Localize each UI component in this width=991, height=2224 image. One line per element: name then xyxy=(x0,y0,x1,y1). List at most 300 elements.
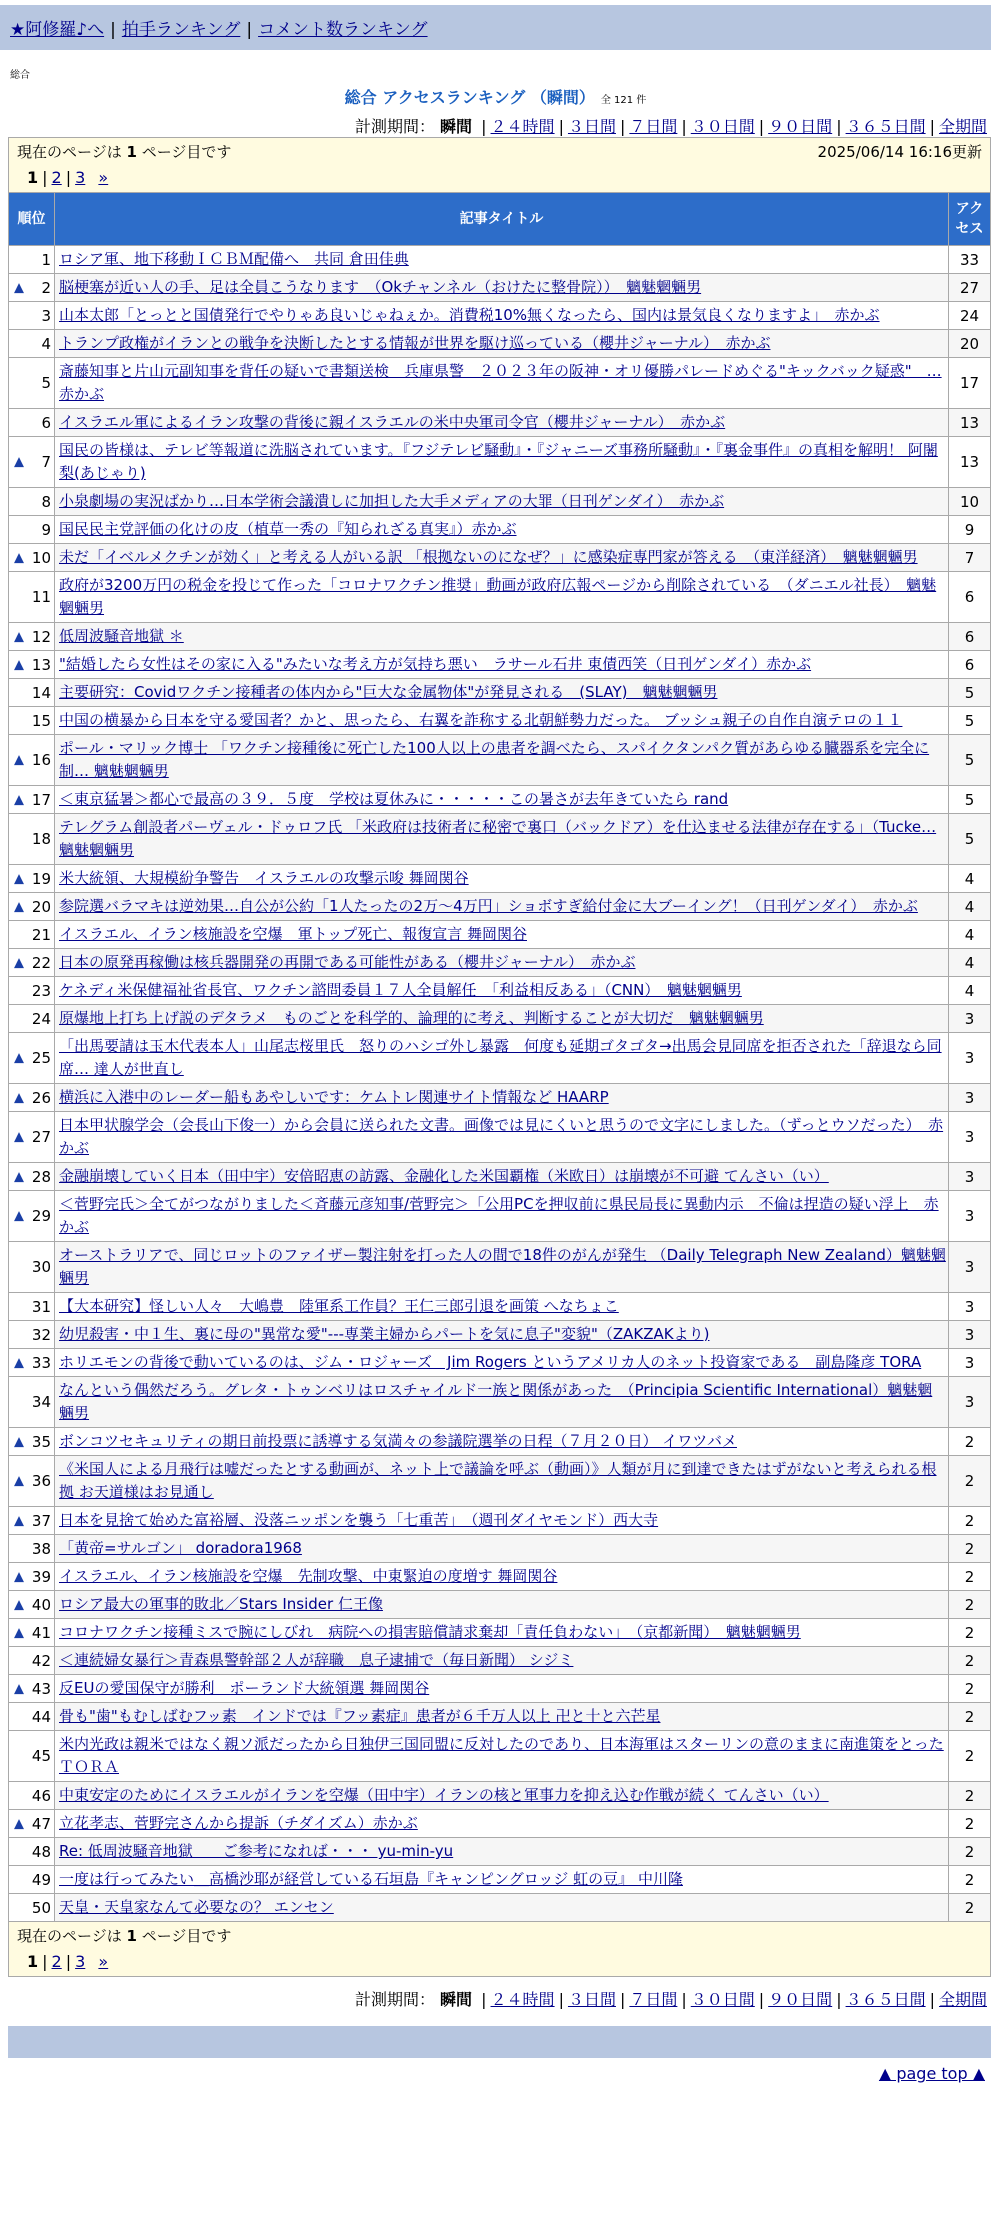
table-row xyxy=(9,1675,991,1703)
table-row xyxy=(9,1191,991,1242)
rank-number: 48 xyxy=(31,1842,51,1861)
period-current: 瞬間 xyxy=(440,1990,473,2009)
rank-cell xyxy=(9,1112,55,1163)
title-cell xyxy=(55,572,949,623)
rank-cell xyxy=(9,302,55,330)
rank-cell xyxy=(9,1191,55,1242)
period-separator: | xyxy=(619,1990,626,2009)
article-title-link[interactable]: ロシア最大の軍事的敗北／Stars Insider 仁王像 xyxy=(59,1595,383,1613)
period-separator: | xyxy=(681,1990,687,2009)
clap-ranking-link[interactable]: 拍手ランキング xyxy=(121,20,241,40)
title-cell xyxy=(55,488,949,516)
period-link[interactable]: ９０日間 xyxy=(768,117,833,136)
page-status-post: ページ目です xyxy=(136,1927,232,1945)
article-title-link[interactable]: 天皇・天皇家なんて必要なの？ エンセン xyxy=(59,1898,334,1916)
title-cell xyxy=(55,1619,949,1647)
rank-cell xyxy=(9,1894,55,1922)
rank-cell xyxy=(9,1084,55,1112)
period-link[interactable]: ７日間 xyxy=(629,117,678,136)
table-row xyxy=(9,1112,991,1163)
rank-number: 44 xyxy=(31,1707,51,1726)
table-row xyxy=(9,409,991,437)
title-cell xyxy=(55,1005,949,1033)
rank-up-arrow-icon: ▲ xyxy=(14,1355,24,1370)
period-label: 計測期間： xyxy=(354,1990,435,2009)
rank-cell xyxy=(9,1782,55,1810)
access-count: 2 xyxy=(948,1731,990,1782)
pager-separator: | xyxy=(65,1952,72,1971)
table-row xyxy=(9,437,991,488)
access-count: 3 xyxy=(948,1321,990,1349)
article-title-link[interactable]: ＜東京猛暑＞都心で最高の３９．５度 学校は夏休みに・・・・・この暑さが去年きていたら rand xyxy=(59,790,729,808)
rank-cell xyxy=(9,679,55,707)
table-row xyxy=(9,302,991,330)
rank-cell xyxy=(9,516,55,544)
rank-up-arrow-icon: ▲ xyxy=(14,657,24,672)
access-count: 2 xyxy=(948,1591,990,1619)
access-count: 9 xyxy=(948,516,990,544)
access-count: 3 xyxy=(948,1349,990,1377)
table-row xyxy=(9,1591,991,1619)
access-count: 4 xyxy=(948,977,990,1005)
rank-up-arrow-icon: ▲ xyxy=(14,1434,24,1449)
table-row xyxy=(9,1321,991,1349)
article-title-link[interactable]: ポール・マリック博士 「ワクチン接種後に死亡した100人以上の患者を調べたら、スパイクタンパク質があらゆる臓器系を完全に制… 魑魅魍魎男 xyxy=(59,739,930,780)
period-link[interactable]: ３０日間 xyxy=(690,117,755,136)
rank-number: 21 xyxy=(31,925,51,944)
rank-number: 37 xyxy=(31,1511,51,1530)
article-title-link[interactable]: 中国の横暴から日本を守る愛国者？かと、思ったら、右翼を詐称する北朝鮮勢力だった。 ブッシュ親子の自作自演テロの１１ xyxy=(59,711,903,729)
access-count: 6 xyxy=(948,623,990,651)
access-count: 13 xyxy=(948,437,990,488)
title-cell xyxy=(55,437,949,488)
period-selector-top xyxy=(0,114,991,137)
rank-cell xyxy=(9,949,55,977)
article-title-link[interactable]: 脳梗塞が近い人の手、足は全員こうなります （Okチャンネル（おけたに整骨院）） 魑魅魍魎男 xyxy=(59,278,702,296)
rank-cell xyxy=(9,330,55,358)
rank-number: 39 xyxy=(31,1567,51,1586)
article-title-link[interactable]: 小泉劇場の実況ばかり…日本学術会議潰しに加担した大手メディアの大罪（日刊ゲンダイ） 赤かぶ xyxy=(59,492,725,510)
article-title-link[interactable]: イスラエル、イラン核施設を空爆 軍トップ死亡、報復宣言 舞岡関谷 xyxy=(59,925,527,943)
rank-number: 18 xyxy=(31,830,51,848)
table-row xyxy=(9,707,991,735)
rank-number: 29 xyxy=(31,1207,51,1225)
table-row xyxy=(9,1033,991,1084)
pager-bottom xyxy=(9,1922,991,1977)
rank-number: 1 xyxy=(41,250,51,269)
access-count: 17 xyxy=(948,358,990,409)
access-count: 2 xyxy=(948,1507,990,1535)
table-row xyxy=(9,1242,991,1293)
rank-number: 40 xyxy=(31,1595,51,1614)
table-header xyxy=(9,193,991,246)
access-count: 2 xyxy=(948,1535,990,1563)
article-title-link[interactable]: 原爆地上打ち上げ説のデタラメ ものごとを科学的、論理的に考え、判断することが大切だ 魑魅魍魎男 xyxy=(59,1009,764,1027)
table-row xyxy=(9,544,991,572)
table-row xyxy=(9,274,991,302)
table-row xyxy=(9,1619,991,1647)
title-cell xyxy=(55,409,949,437)
access-count: 3 xyxy=(948,1242,990,1293)
rank-up-arrow-icon: ▲ xyxy=(14,1050,24,1066)
period-separator: | xyxy=(929,117,935,136)
article-title-link[interactable]: 立花孝志、菅野完さんから提訴（チダイズム）赤かぶ xyxy=(59,1814,418,1832)
rank-up-arrow-icon: ▲ xyxy=(14,899,24,914)
access-count: 3 xyxy=(948,1163,990,1191)
table-row xyxy=(9,1810,991,1838)
article-title-link[interactable]: イスラエル、イラン核施設を空爆 先制攻撃、中東緊迫の度増す 舞岡関谷 xyxy=(59,1567,558,1585)
page-3-link[interactable]: 3 xyxy=(75,168,86,187)
rank-cell xyxy=(9,572,55,623)
access-count: 3 xyxy=(948,1293,990,1321)
rank-cell xyxy=(9,1535,55,1563)
period-link[interactable]: ３６５日間 xyxy=(845,1990,926,2009)
table-row xyxy=(9,893,991,921)
title-cell xyxy=(55,358,949,409)
article-title-link[interactable]: トランプ政権がイランとの戦争を決断したとする情報が世界を駆け巡っている（櫻井ジャーナル） 赤かぶ xyxy=(59,334,771,352)
page-status-pre: 現在のページは xyxy=(17,143,127,161)
access-count: 5 xyxy=(948,735,990,786)
access-count: 3 xyxy=(948,1005,990,1033)
article-title-link[interactable]: 参院選バラマキは逆効果…自公が公約「1人たったの2万〜4万円」ショボすぎ給付金に大ブーイング！（日刊ゲンダイ） 赤かぶ xyxy=(59,897,918,915)
period-separator: | xyxy=(681,117,687,136)
access-count: 2 xyxy=(948,1647,990,1675)
rank-number: 10 xyxy=(31,548,51,567)
access-count: 6 xyxy=(948,651,990,679)
rank-number: 5 xyxy=(41,374,51,392)
title-cell xyxy=(55,1535,949,1563)
table-row xyxy=(9,1647,991,1675)
rank-number: 25 xyxy=(31,1049,51,1067)
table-row xyxy=(9,488,991,516)
article-title-link[interactable]: ボンコツセキュリティの期日前投票に誘導する気満々の参議院選挙の日程（７月２０日） イワツバメ xyxy=(59,1432,737,1450)
page-top-area xyxy=(0,2058,991,2093)
article-title-link[interactable]: イスラエル軍によるイラン攻撃の背後に親イスラエルの米中央軍司令官（櫻井ジャーナル） 赤かぶ xyxy=(59,413,726,431)
table-row xyxy=(9,1349,991,1377)
article-title-link[interactable]: 主要研究：Covidワクチン接種者の体内から"巨大な金属物体"が発見される (SLAY) 魑魅魍魎男 xyxy=(59,683,718,701)
nav-separator: | xyxy=(246,20,253,40)
rank-up-arrow-icon: ▲ xyxy=(14,792,24,807)
period-current: 瞬間 xyxy=(440,117,473,136)
comment-ranking-link[interactable]: コメント数ランキング xyxy=(258,20,428,40)
access-count: 2 xyxy=(948,1866,990,1894)
title-cell xyxy=(55,516,949,544)
article-title-link[interactable]: 日本甲状腺学会（会長山下俊一）から会員に送られた文書。画像では見にくいと思うので文字にしました。（ずっとウソだった） 赤かぶ xyxy=(59,1116,944,1157)
title-cell xyxy=(55,735,949,786)
title-cell xyxy=(55,1428,949,1456)
article-title-link[interactable]: 反EUの愛国保守が勝利 ポーランド大統領選 舞岡関谷 xyxy=(59,1679,430,1697)
article-title-link[interactable]: ＜菅野完氏＞全てがつながりました＜斉藤元彦知事/菅野完＞「公用PCを押収前に県民局長に異動内示 不倫は捏造の疑い浮上 赤かぶ xyxy=(59,1195,939,1236)
period-link[interactable]: ３６５日間 xyxy=(845,117,926,136)
title-cell xyxy=(55,1866,949,1894)
article-title-link[interactable]: 「出馬要請は玉木代表本人」山尾志桜里氏 怒りのハシゴ外し暴露 何度も延期ゴタゴタ→出馬会見同席を拒否された「辞退なら同席… 達人が世直し xyxy=(59,1037,942,1078)
article-title-link[interactable]: 日本の原発再稼働は核兵器開発の再開である可能性がある（櫻井ジャーナル） 赤かぶ xyxy=(59,953,636,971)
table-row xyxy=(9,1838,991,1866)
table-row xyxy=(9,865,991,893)
rank-cell xyxy=(9,358,55,409)
rank-cell xyxy=(9,488,55,516)
title-cell xyxy=(55,865,949,893)
rank-cell xyxy=(9,246,55,274)
title-cell xyxy=(55,1782,949,1810)
article-title-link[interactable]: 《米国人による月飛行は嘘だったとする動画が、ネット上で議論を呼ぶ（動画）》人類が月に到達できたはずがないと考えられる根拠 お天道様はお見通し xyxy=(59,1460,937,1501)
period-link[interactable]: ３日間 xyxy=(567,117,616,136)
rank-up-arrow-icon: ▲ xyxy=(14,871,24,886)
access-count: 5 xyxy=(948,679,990,707)
ranking-table xyxy=(8,137,991,1977)
rank-cell xyxy=(9,1591,55,1619)
title-cell xyxy=(55,1321,949,1349)
title-cell xyxy=(55,1293,949,1321)
table-row xyxy=(9,1005,991,1033)
col-rank-text: 順位 xyxy=(17,211,46,227)
rank-number: 24 xyxy=(31,1009,51,1028)
rank-number: 20 xyxy=(31,897,51,916)
title-cell xyxy=(55,1191,949,1242)
title-cell xyxy=(55,651,949,679)
article-title-link[interactable]: 未だ「イベルメクチンが効く」と考える人がいる訳 「根拠ないのになぜ？」に感染症専門家が答える （東洋経済） 魑魅魍魎男 xyxy=(59,548,918,566)
rank-cell xyxy=(9,1163,55,1191)
period-link[interactable]: ３日間 xyxy=(567,1990,616,2009)
title-cell xyxy=(55,246,949,274)
title-cell xyxy=(55,707,949,735)
period-links xyxy=(477,117,987,136)
rank-number: 26 xyxy=(31,1088,51,1107)
period-separator: | xyxy=(558,1990,564,2009)
rank-number: 50 xyxy=(31,1898,51,1917)
next-page-link[interactable]: » xyxy=(98,1952,109,1971)
rank-number: 14 xyxy=(31,683,51,702)
access-count: 20 xyxy=(948,330,990,358)
article-title-link[interactable]: 斎藤知事と片山元副知事を背任の疑いで書類送検 兵庫県警 ２０２３年の阪神・オリ優勝パレードめぐる"キックバック疑惑" … 赤かぶ xyxy=(59,362,942,403)
period-link[interactable]: ２４時間 xyxy=(490,1990,555,2009)
rank-up-arrow-icon: ▲ xyxy=(14,1208,24,1224)
access-count: 4 xyxy=(948,893,990,921)
next-page-link[interactable]: » xyxy=(98,168,109,187)
table-row xyxy=(9,679,991,707)
article-title-link[interactable]: 山本太郎「とっとと国債発行でやりゃあ良いじゃねぇか。消費税10%無くなったら、国内は景気良くなりますよ」 赤かぶ xyxy=(59,306,880,324)
access-count: 2 xyxy=(948,1619,990,1647)
table-row xyxy=(9,814,991,865)
title-cell xyxy=(55,1647,949,1675)
title-cell xyxy=(55,1591,949,1619)
table-row xyxy=(9,1563,991,1591)
rank-number: 6 xyxy=(41,413,51,432)
access-count: 24 xyxy=(948,302,990,330)
access-count: 5 xyxy=(948,786,990,814)
title-cell xyxy=(55,1163,949,1191)
article-title-link[interactable]: テレグラム創設者パーヴェル・ドゥロフ氏 「米政府は技術者に秘密で裏口（バックドア）を仕込ませる法律が存在する」（Tucke… 魑魅魍魎男 xyxy=(59,818,937,859)
table-row xyxy=(9,1456,991,1507)
article-title-link[interactable]: 低周波騒音地獄 ＊ xyxy=(59,627,184,645)
article-title-link[interactable]: ホリエモンの背後で動いているのは、ジム・ロジャーズ Jim Rogers というアメリカ人のネット投資家である 副島隆彦 TORA xyxy=(59,1353,922,1371)
article-title-link[interactable]: "結婚したら女性はその家に入る"みたいな考え方が気持ち悪い ラサール石井 東債西笑（日刊ゲンダイ）赤かぶ xyxy=(59,655,812,673)
rank-number: 3 xyxy=(41,306,51,325)
rank-cell xyxy=(9,893,55,921)
col-access-header xyxy=(948,193,990,246)
rank-up-arrow-icon: ▲ xyxy=(14,629,24,644)
rank-up-arrow-icon: ▲ xyxy=(14,1513,24,1528)
table-row xyxy=(9,977,991,1005)
current-page: 1 xyxy=(27,1952,39,1971)
article-title-link[interactable]: 【大本研究】怪しい人々 大嶋豊 陸軍系工作員？王仁三郎引退を画策 へなちょこ xyxy=(59,1297,619,1315)
article-title-link[interactable]: 国民の皆様は、テレビ等報道に洗脳されています。『フジテレビ騒動』・『ジャニーズ事務所騒動』・『裏金事件』の真相を解明！ 阿闍梨(あじゃり) xyxy=(59,441,938,482)
title-cell xyxy=(55,623,949,651)
category-label: 総合 xyxy=(10,70,30,81)
rank-cell xyxy=(9,1507,55,1535)
table-row xyxy=(9,1894,991,1922)
title-cell xyxy=(55,1507,949,1535)
top-nav-bar xyxy=(0,5,991,50)
article-title-link[interactable]: 骨も"歯"もむしばむフッ素 インドでは『フッ素症』患者が６千万人以上 卍と十と六芒星 xyxy=(59,1707,661,1725)
period-selector-bottom xyxy=(0,1987,991,2010)
title-cell xyxy=(55,1675,949,1703)
period-link[interactable]: ２４時間 xyxy=(490,117,555,136)
title-cell xyxy=(55,274,949,302)
period-link[interactable]: ９０日間 xyxy=(768,1990,833,2009)
page-2-link[interactable]: 2 xyxy=(51,1952,62,1971)
table-row xyxy=(9,516,991,544)
updated-time: 2025/06/14 16:16更新 xyxy=(817,143,982,161)
rank-cell xyxy=(9,1349,55,1377)
article-title-link[interactable]: 幼児殺害・中１生、裏に母の"異常な愛"---専業主婦からパートを気に息子"変貌"（ZAKZAKより) xyxy=(59,1325,710,1343)
table-row xyxy=(9,1507,991,1535)
rank-number: 2 xyxy=(41,278,51,297)
rank-cell xyxy=(9,1810,55,1838)
period-separator: | xyxy=(481,1990,487,2009)
title-cell xyxy=(55,1810,949,1838)
table-row xyxy=(9,358,991,409)
article-title-link[interactable]: ＜連続婦女暴行＞青森県警幹部２人が辞職 息子逮捕で（毎日新聞） シジミ xyxy=(59,1651,574,1669)
page-status-num: 1 xyxy=(126,143,137,161)
table-row xyxy=(9,1703,991,1731)
page-status-num: 1 xyxy=(126,1927,137,1945)
article-title-link[interactable]: 政府が3200万円の税金を投じて作った「コロナワクチン推奨」動画が政府広報ページから削除されている （ダニエル社長） 魑魅魍魎男 xyxy=(59,576,937,617)
access-count: 7 xyxy=(948,544,990,572)
rank-up-arrow-icon: ▲ xyxy=(14,1816,24,1831)
article-title-link[interactable]: 一度は行ってみたい＿高橋沙耶が経営している石垣島『キャンピングロッジ 虹の豆』 中川隆 xyxy=(59,1870,683,1888)
title-cell xyxy=(55,1112,949,1163)
title-cell xyxy=(55,1377,949,1428)
title-cell xyxy=(55,786,949,814)
article-title-link[interactable]: ロシア軍、地下移動ＩＣＢＭ配備へ 共同 倉田佳典 xyxy=(59,250,409,268)
article-title-link[interactable]: 「黄帝=サルゴン」 doradora1968 xyxy=(59,1539,302,1557)
article-title-link[interactable]: オーストラリアで、同じロットのファイザー製注射を打った人の間で18件のがんが発生 （Daily Telegraph New Zealand）魑魅魍魎男 xyxy=(59,1246,946,1287)
title-cell xyxy=(55,544,949,572)
article-title-link[interactable]: コロナワクチン接種ミスで腕にしびれ 病院への損害賠償請求棄却「責任負わない」 （京都新聞） 魑魅魍魎男 xyxy=(59,1623,801,1641)
rank-number: 32 xyxy=(31,1325,51,1344)
period-link[interactable]: 全期間 xyxy=(938,1990,987,2009)
article-title-link[interactable]: 日本を見捨て始めた富裕層、没落ニッポンを襲う「七重苦」 （週刊ダイヤモンド）西大寺 xyxy=(59,1511,659,1529)
access-count: 3 xyxy=(948,1112,990,1163)
rank-number: 43 xyxy=(31,1679,51,1698)
article-title-link[interactable]: 国民民主党評価の化けの皮（植草一秀の『知られざる真実』）赤かぶ xyxy=(59,520,517,538)
article-title-link[interactable]: 横浜に入港中のレーダー船もあやしいです：ケムトレ関連サイト情報など HAARP xyxy=(59,1088,609,1106)
home-link[interactable]: ★阿修羅♪へ xyxy=(10,20,105,40)
period-separator: | xyxy=(836,117,842,136)
period-separator: | xyxy=(558,117,564,136)
period-separator: | xyxy=(929,1990,935,2009)
rank-number: 15 xyxy=(31,711,51,730)
rank-up-arrow-icon: ▲ xyxy=(14,752,24,768)
rank-cell xyxy=(9,977,55,1005)
pager-separator: | xyxy=(65,168,72,187)
access-count: 2 xyxy=(948,1810,990,1838)
rank-up-arrow-icon: ▲ xyxy=(14,454,24,470)
page-2-link[interactable]: 2 xyxy=(51,168,62,187)
rank-number: 13 xyxy=(31,655,51,674)
period-link[interactable]: ７日間 xyxy=(629,1990,678,2009)
access-count: 6 xyxy=(948,572,990,623)
period-link[interactable]: 全期間 xyxy=(938,117,987,136)
access-count: 5 xyxy=(948,707,990,735)
nav-separator: | xyxy=(110,20,116,40)
article-title-link[interactable]: 米内光政は親米ではなく親ソ派だったから日独伊三国同盟に反対したのであり、日本海軍はスターリンの意のままに南進策をとった ＴＯＲＡ xyxy=(59,1735,944,1776)
access-count: 10 xyxy=(948,488,990,516)
rank-number: 17 xyxy=(31,790,51,809)
table-row xyxy=(9,1428,991,1456)
rank-cell xyxy=(9,544,55,572)
rank-number: 27 xyxy=(31,1128,51,1146)
rank-cell xyxy=(9,1321,55,1349)
access-count: 2 xyxy=(948,1456,990,1507)
rank-cell xyxy=(9,1428,55,1456)
table-row xyxy=(9,735,991,786)
period-link[interactable]: ３０日間 xyxy=(690,1990,755,2009)
period-separator: | xyxy=(758,1990,765,2009)
access-count: 2 xyxy=(948,1894,990,1922)
access-count: 2 xyxy=(948,1563,990,1591)
access-count: 4 xyxy=(948,921,990,949)
rank-up-arrow-icon: ▲ xyxy=(14,280,24,295)
rank-up-arrow-icon: ▲ xyxy=(14,1169,24,1184)
rank-number: 30 xyxy=(31,1258,51,1276)
access-count: 3 xyxy=(948,1033,990,1084)
table-row xyxy=(9,1782,991,1810)
page-3-link[interactable]: 3 xyxy=(75,1952,86,1971)
rank-number: 4 xyxy=(41,334,51,353)
pager-separator: | xyxy=(42,1952,48,1971)
rank-cell xyxy=(9,865,55,893)
article-title-link[interactable]: Re: 低周波騒音地獄 ご参考になれば・・・ yu-min-yu xyxy=(59,1842,454,1860)
title-cell xyxy=(55,1838,949,1866)
access-count: 13 xyxy=(948,409,990,437)
rank-number: 12 xyxy=(31,627,51,646)
page-top-link[interactable]: ▲ page top ▲ xyxy=(878,2064,985,2083)
article-title-link[interactable]: ケネディ米保健福祉省長官、ワクチン諮問委員１７人全員解任 「利益相反ある」（CNN） 魑魅魍魎男 xyxy=(59,981,742,999)
rank-number: 31 xyxy=(31,1297,51,1316)
title-cell xyxy=(55,977,949,1005)
table-row xyxy=(9,921,991,949)
rank-number: 42 xyxy=(31,1651,51,1670)
col-rank-header xyxy=(9,193,55,246)
article-title-link[interactable]: 中東安定のためにイスラエルがイランを空爆（田中宇）イランの核と軍事力を抑え込む作戦が続く てんさい（い） xyxy=(59,1786,829,1804)
rank-number: 47 xyxy=(31,1814,51,1833)
article-title-link[interactable]: 金融崩壊していく日本（田中宇）安倍昭恵の訪露、金融化した米国覇権（米欧日）は崩壊が不可避 てんさい（い） xyxy=(59,1167,829,1185)
rank-cell xyxy=(9,814,55,865)
rank-cell xyxy=(9,1377,55,1428)
rank-cell xyxy=(9,1033,55,1084)
rank-up-arrow-icon: ▲ xyxy=(14,1597,24,1612)
article-title-link[interactable]: 米大統領、大規模紛争警告 イスラエルの攻撃示唆 舞岡関谷 xyxy=(59,869,469,887)
rank-number: 22 xyxy=(31,953,51,972)
access-count: 2 xyxy=(948,1428,990,1456)
access-count: 2 xyxy=(948,1675,990,1703)
rank-number: 19 xyxy=(31,869,51,888)
rank-cell xyxy=(9,1293,55,1321)
article-title-link[interactable]: なんという偶然だろう。グレタ・トゥンベリはロスチャイルド一族と関係があった （Principia Scientific International）魑魅魍魎男 xyxy=(59,1381,933,1422)
rank-up-arrow-icon: ▲ xyxy=(14,1625,24,1640)
